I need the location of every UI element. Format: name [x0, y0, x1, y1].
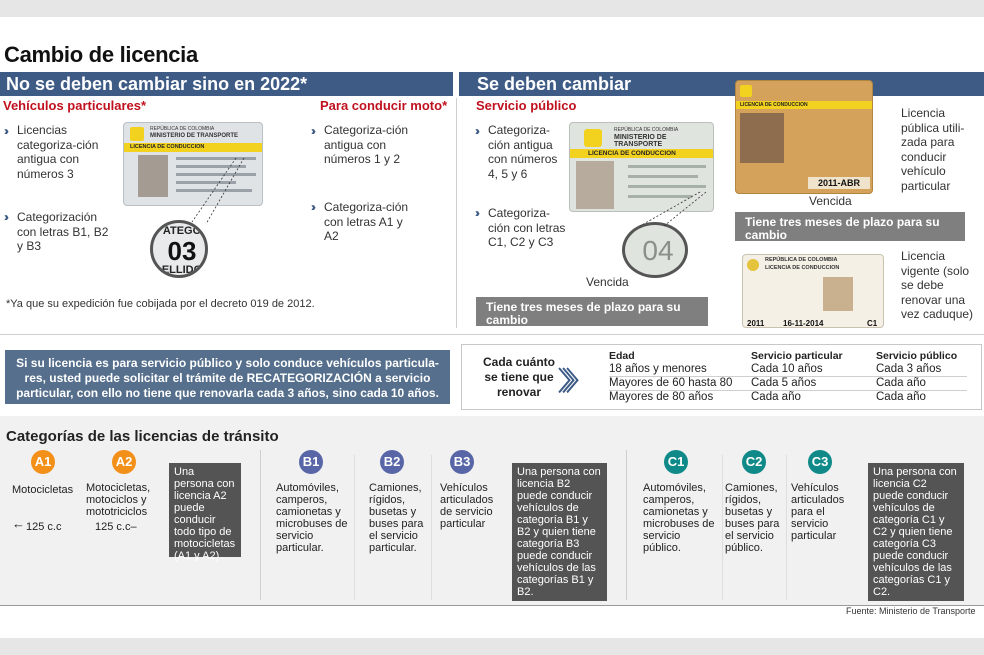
frequency-box: [461, 344, 982, 410]
cat-a2-desc: Motocicletas, motociclos y mototriciclos: [86, 482, 151, 518]
chevron-icon: ››: [4, 124, 6, 138]
badge-b1: B1: [299, 450, 323, 474]
mag-number: 03: [167, 236, 197, 266]
cat-c3-desc: Vehículos articulados para el servicio particular: [791, 482, 845, 542]
photo-placeholder: [740, 113, 784, 163]
card-ministerio: MINISTERIO DE TRANSPORTE: [614, 134, 667, 148]
category-subdivider: [786, 455, 787, 600]
particulares-item-2: Categorización con letras B1, B2 y B3: [17, 210, 109, 253]
publico-item-2: Categoriza-ción con letras C1, C2 y C3: [488, 206, 566, 249]
freq-cell: Cada año: [751, 391, 801, 403]
card-licencia-band: LICENCIA DE CONDUCCION: [736, 101, 873, 109]
chevron-icon: 〉〉〉: [558, 366, 584, 396]
license-card-old: [735, 80, 873, 194]
shield-icon: [130, 127, 144, 141]
card-licencia: LICENCIA DE CONDUCCION: [765, 265, 840, 271]
freq-header-publico: Servicio público: [876, 350, 958, 362]
card-licencia-band: LICENCIA DE CONDUCCION: [570, 149, 714, 158]
badge-c2: C2: [742, 450, 766, 474]
freq-cell: 18 años y menores: [609, 363, 751, 377]
table-row: [609, 391, 967, 405]
source-text: Fuente: Ministerio de Transporte: [846, 606, 976, 616]
left-header: No se deben cambiar sino en 2022*: [0, 72, 453, 96]
bottom-rule: [0, 605, 984, 606]
freq-cell: Mayores de 80 años: [609, 391, 714, 403]
shield-icon: [584, 129, 602, 147]
table-row: [609, 363, 967, 377]
frequency-table: [609, 349, 967, 404]
badge-a2: A2: [112, 450, 136, 474]
freq-header-edad: Edad: [609, 350, 635, 362]
badge-c3: C3: [808, 450, 832, 474]
cat-b3-desc: Vehículos articulados de servicio particular: [440, 482, 494, 530]
cat-c1-desc: Automóviles, camperos, camionetas y microbuses de servicio público.: [643, 482, 715, 554]
magnifier-04: [622, 222, 688, 278]
card-date: 2011-ABR: [808, 177, 870, 189]
card-republica: REPÚBLICA DE COLOMBIA: [614, 127, 679, 133]
note-b: Una persona con licencia B2 puede conducir vehículos de categoría B1 y B2 y quien tiene categoría B3 puede conducir vehículos de las categorías B1 y B2.: [512, 463, 607, 601]
cat-a1-desc: Motocicletas: [12, 484, 74, 496]
note-a: Una persona con licencia A2 puede conducir todo tipo de motocicletas (A1 y A2): [169, 463, 241, 557]
recategorizacion-box: Si su licencia es para servicio público y solo conduce vehículos particula-res, usted puede solicitar el trámite de RECATEGORIZACIÓN a servicio particular, con ello no tiene que renovarla cada 3 años, sino cada 10 años.: [5, 350, 450, 404]
cat-b1-desc: Automóviles, camperos, camionetas y microbuses de servicio particular.: [276, 482, 348, 554]
bottom-band: [0, 638, 984, 655]
magnifier-lines: [620, 190, 710, 230]
seal-icon: [747, 259, 759, 271]
badge-c1: C1: [664, 450, 688, 474]
publico-plazo: Tiene tres meses de plazo para su cambio: [476, 297, 708, 326]
mag-bottom-text: ELLIDO: [161, 264, 203, 276]
chevron-icon: ››: [475, 206, 477, 220]
chevron-icon: ››: [475, 124, 477, 138]
mag-number: 04: [642, 235, 674, 266]
category-divider: [626, 450, 627, 600]
photo-placeholder: [823, 277, 853, 311]
particulares-item-1: Licencias categoriza-ción antigua con números 3: [17, 123, 99, 181]
note-c: Una persona con licencia C2 puede conducir vehículos de categoría C1 y C2 y quien tiene categoría C3 puede conducir vehículos de las categorías C1 y C2.: [868, 463, 964, 601]
moto-title: Para conducir moto*: [320, 98, 448, 113]
chevron-icon: ››: [311, 200, 313, 214]
cat-a1-extra: 125 c.c: [26, 521, 62, 533]
badge-b3: B3: [450, 450, 474, 474]
card-ministerio: MINISTERIO DE TRANSPORTE: [150, 133, 239, 139]
card-licencia-band: LICENCIA DE CONDUCCION: [124, 143, 263, 152]
top-band: [0, 0, 984, 17]
page-title: Cambio de licencia: [4, 42, 198, 67]
magnifier-lines: [180, 150, 250, 230]
chevron-icon: ››: [311, 124, 313, 138]
category-subdivider: [354, 455, 355, 600]
frequency-label: Cada cuánto se tiene que renovar: [482, 355, 555, 399]
freq-header-particular: Servicio particular: [751, 350, 843, 362]
freq-cell: Mayores de 60 hasta 80: [609, 377, 751, 391]
card-top-vencida: Vencida: [809, 194, 852, 208]
shield-icon: [740, 85, 752, 97]
license-card-vigente: [742, 254, 884, 328]
mag-top-text: ATEGO: [162, 225, 202, 237]
card-year: 2011: [747, 319, 765, 328]
publico-title: Servicio público: [476, 98, 577, 113]
category-divider: [260, 450, 261, 600]
categories-title: Categorías de las licencias de tránsito: [6, 428, 279, 445]
section-divider: [0, 334, 984, 335]
card-top-desc: Licencia pública utili-zada para conducir vehículo particular: [901, 106, 965, 193]
badge-b2: B2: [380, 450, 404, 474]
particulares-title: Vehículos particulares*: [3, 98, 147, 113]
left-footnote: *Ya que su expedición fue cobijada por el decreto 019 de 2012.: [6, 298, 315, 310]
column-divider: [456, 98, 457, 328]
freq-cell: Cada 10 años: [751, 363, 876, 377]
card-top-plazo: Tiene tres meses de plazo para su cambio: [735, 212, 965, 241]
moto-item-1: Categoriza-ción antigua con números 1 y 2: [324, 123, 409, 166]
right-header: Se deben cambiar: [459, 72, 984, 96]
freq-cell: Cada año: [876, 391, 926, 403]
card-bottom-desc: Licencia vigente (solo se debe renovar una vez caduque): [901, 249, 974, 321]
moto-item-2: Categoriza-ción con letras A1 y A2: [324, 200, 409, 243]
category-subdivider: [722, 455, 723, 600]
table-row: [609, 377, 967, 391]
cat-b2-desc: Camiones, rígidos, busetas y buses para el servicio particular.: [369, 482, 424, 554]
freq-cell: Cada año: [876, 377, 967, 391]
freq-cell: Cada 5 años: [751, 377, 876, 391]
arrow-left-icon: ←: [12, 516, 25, 531]
card-date: 16-11-2014: [783, 319, 824, 328]
category-subdivider: [431, 455, 432, 600]
cat-c2-desc: Camiones, rígidos, busetas y buses para el servicio público.: [725, 482, 780, 554]
publico-vencida: Vencida: [586, 275, 629, 289]
card-cat: C1: [867, 319, 878, 328]
card-republica: REPÚBLICA DE COLOMBIA: [765, 257, 838, 263]
freq-cell: Cada 3 años: [876, 363, 967, 377]
badge-a1: A1: [31, 450, 55, 474]
photo-placeholder: [138, 155, 168, 197]
card-republica: REPÚBLICA DE COLOMBIA: [150, 126, 215, 132]
photo-placeholder: [576, 161, 614, 209]
cat-a2-extra: 125 c.c–: [95, 521, 137, 533]
chevron-icon: ››: [4, 210, 6, 224]
publico-item-1: Categoriza-ción antigua con números 4, 5 y 6: [488, 123, 558, 181]
